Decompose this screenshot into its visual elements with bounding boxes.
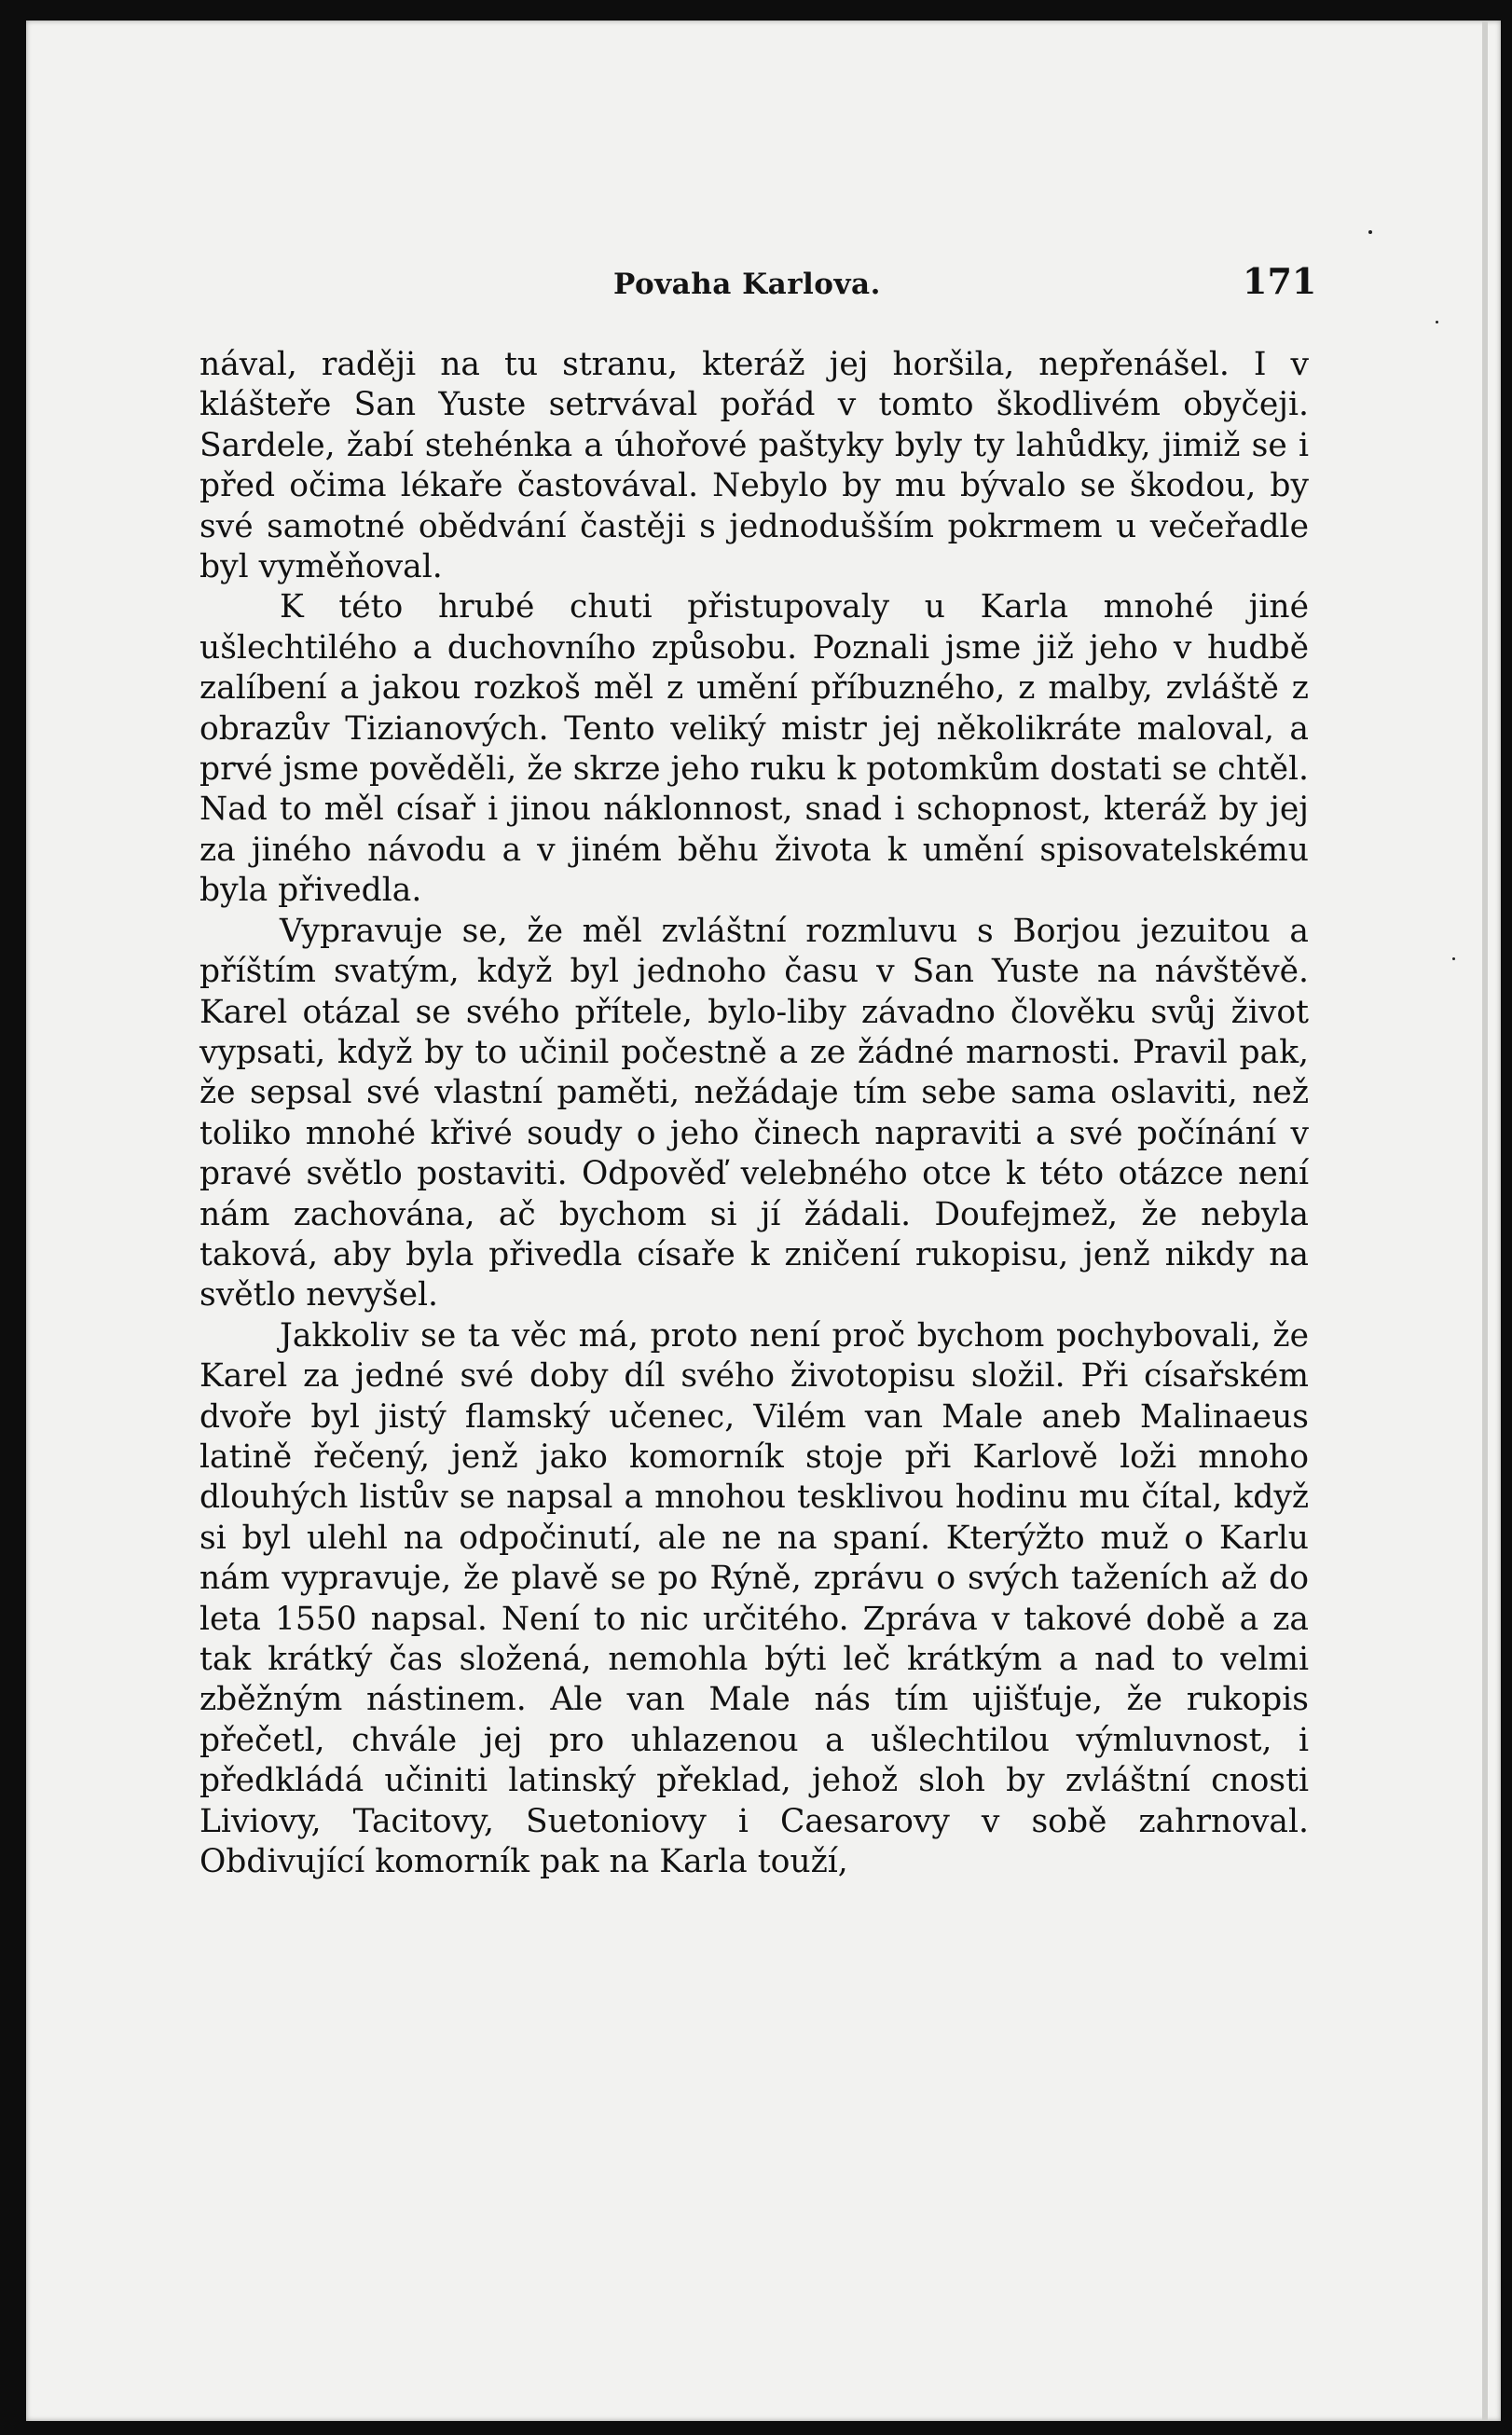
body-text [199, 345, 1309, 1882]
scan-speck [1368, 230, 1372, 234]
book-page [26, 21, 1501, 2421]
page-header [26, 249, 1501, 314]
scan-speck [1436, 321, 1438, 323]
page-edge [1482, 21, 1488, 2421]
page-number: 171 [1243, 260, 1317, 302]
running-title: Povaha Karlova. [613, 268, 881, 301]
paragraph-3: Vypravuje se, že měl zvláštní rozmluvu s Borjou jezuitou a příštím svatým, když byl jednoho času v San Yuste na návštěvě. Karel otázal se svého přítele, bylo-liby závadno člověku svůj život vypsati, když by to učinil počestně a ze žádné marnosti. Pravil pak, že sepsal své vlastní paměti, nežádaje tím sebe sama oslaviti, než toliko mnohé křivé soudy o jeho činech napraviti a své počínání v pravé světlo postaviti. Odpověď velebného otce k této otázce není nám zachována, ač bychom si jí žádali. Doufejmež, že nebyla taková, aby byla přivedla císaře k zničení rukopisu, jenž nikdy na světlo nevyšel. [199, 912, 1309, 1314]
scan-speck [1452, 957, 1455, 960]
paragraph-1: nával, raději na tu stranu, kteráž jej horšila, nepřenášel. I v klášteře San Yuste setrvával pořád v tomto škodlivém obyčeji. Sardele, žabí stehénka a úhořové paštyky byly ty lahůdky, jimiž se i před očima lékaře častovával. Nebylo by mu bývalo se škodou, by své samotné obědvání častěji s jednodušším pokrmem u večeřadle byl vyměňoval. [199, 346, 1309, 586]
paragraph-4: Jakkoliv se ta věc má, proto není proč bychom pochybovali, že Karel za jedné své doby díl svého životopisu složil. Při císařském dvoře byl jistý flamský učenec, Vilém van Male aneb Malinaeus latině řečený, jenž jako komorník stoje při Karlově loži mnoho dlouhých listův se napsal a mnohou tesklivou hodinu mu čítal, když si byl ulehl na odpočinutí, ale ne na spaní. Kterýžto muž o Karlu nám vypravuje, že plavě se po Rýně, zprávu o svých taženích až do leta 1550 napsal. Není to nic určitého. Zpráva v takové době a za tak krátký čas složená, nemohla býti leč krátkým a nad to velmi zběžným nástinem. Ale van Male nás tím ujišťuje, že rukopis přečetl, chvále jej pro uhlazenou a ušlechtilou výmluvnost, i předkládá učiniti latinský překlad, jehož sloh by zvláštní cnosti Liviovy, Tacitovy, Suetoniovy i Caesarovy v sobě zahrnoval. Obdivující komorník pak na Karla touží, [199, 1316, 1309, 1881]
paragraph-2: K této hrubé chuti přistupovaly u Karla mnohé jiné ušlechtilého a duchovního způsobu. Poznali jsme již jeho v hudbě zalíbení a jakou rozkoš měl z umění příbuzného, z malby, zvláště z obrazův Tizianových. Tento veliký mistr jej několikráte maloval, a prvé jsme pověděli, že skrze jeho ruku k potomkům dostati se chtěl. Nad to měl císař i jinou náklonnost, snad i schopnost, kteráž by jej za jiného návodu a v jiném běhu života k umění spisovatelskému byla přivedla. [199, 588, 1309, 910]
